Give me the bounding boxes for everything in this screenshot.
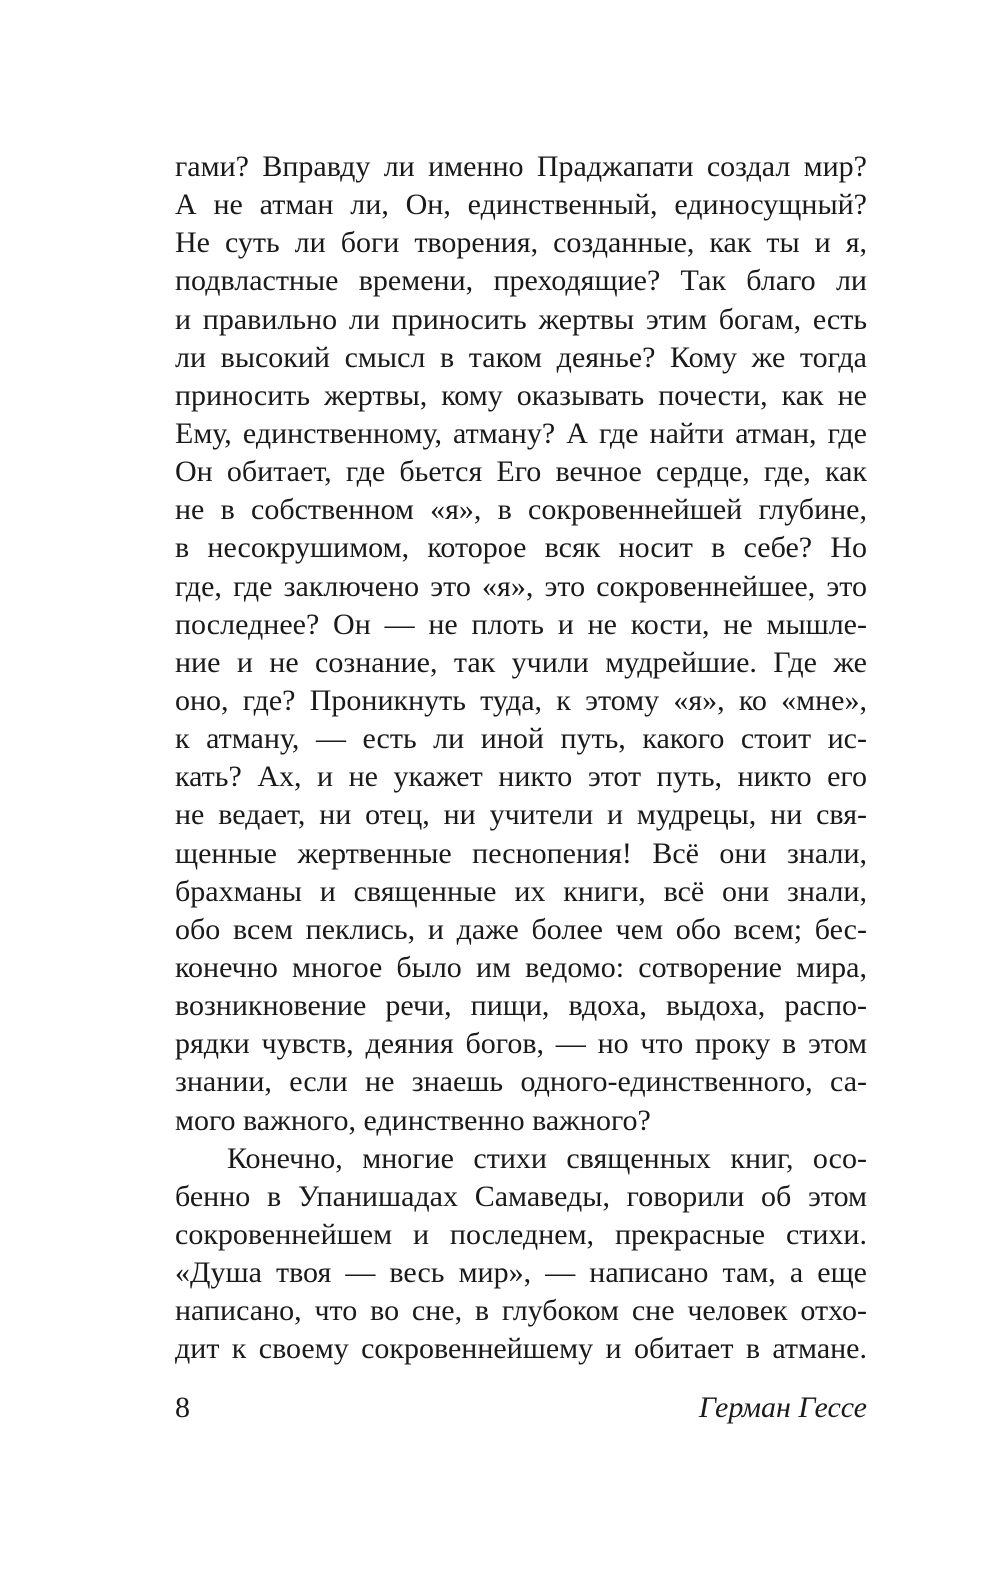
text-line: рядки чувств, деяния богов, — но что проку в этом	[175, 1027, 867, 1061]
text-line: приносить жертвы, кому оказывать почести, как не	[175, 378, 867, 412]
text-line: к атману, — есть ли иной путь, какого стоит ис-	[175, 722, 867, 756]
text-line: знании, если не знаешь одного-единственного, са-	[175, 1065, 867, 1099]
paragraph-2	[175, 1140, 867, 1369]
text-line: А не атман ли, Он, единственный, единосущный?	[175, 188, 867, 222]
text-line: оно, где? Проникнуть туда, к этому «я», ко «мне»,	[175, 683, 867, 717]
text-line: кать? Ах, и не укажет никто этот путь, никто его	[175, 760, 867, 794]
paragraph-1	[175, 148, 867, 1140]
text-line: бенно в Упанишадах Самаведы, говорили об этом	[175, 1179, 867, 1213]
text-line: не ведает, ни отец, ни учители и мудрецы, ни свя-	[175, 798, 867, 832]
text-line: в несокрушимом, которое всяк носит в себе? Но	[175, 531, 867, 565]
text-line: Конечно, многие стихи священных книг, осо-	[227, 1141, 867, 1175]
page-footer	[175, 1388, 867, 1428]
running-header-author: Герман Гессе	[698, 1391, 867, 1424]
text-line: брахманы и священные их книги, всё они знали,	[175, 874, 867, 908]
text-line: последнее? Он — не плоть и не кости, не мышле-	[175, 607, 867, 641]
text-line: Он обитает, где бьется Его вечное сердце, где, как	[175, 455, 867, 489]
text-line: возникновение речи, пищи, вдоха, выдоха, распо-	[175, 989, 867, 1023]
text-line: Не суть ли боги творения, созданные, как ты и я,	[175, 226, 867, 260]
text-line: мого важного, единственно важного?	[175, 1103, 651, 1137]
text-line: щенные жертвенные песнопения! Всё они знали,	[175, 836, 867, 870]
text-line: «Душа твоя — весь мир», — написано там, а еще	[175, 1256, 867, 1290]
text-line: ли высокий смысл в таком деянье? Кому же тогда	[175, 340, 867, 374]
body-text	[175, 148, 867, 1369]
text-line: подвластные времени, преходящие? Так благо ли	[175, 264, 867, 298]
text-line: гами? Вправду ли именно Праджапати создал мир?	[175, 150, 867, 183]
text-line: сокровеннейшем и последнем, прекрасные стихи.	[175, 1217, 867, 1251]
text-line: не в собственном «я», в сокровеннейшей глубине,	[175, 493, 867, 527]
page-number: 8	[175, 1391, 190, 1424]
text-line: написано, что во сне, в глубоком сне человек отхо-	[175, 1294, 867, 1328]
text-line: дит к своему сокровеннейшему и обитает в атмане.	[175, 1332, 867, 1366]
text-line: Ему, единственному, атману? А где найти атман, где	[175, 416, 867, 450]
text-line: обо всем пеклись, и даже более чем обо всем; бес-	[175, 912, 867, 946]
text-line: ние и не сознание, так учили мудрейшие. Где же	[175, 645, 867, 679]
text-line: конечно многое было им ведомо: сотворение мира,	[175, 950, 867, 984]
text-line: и правильно ли приносить жертвы этим богам, есть	[175, 302, 867, 336]
text-line: где, где заключено это «я», это сокровеннейшее, это	[175, 569, 867, 603]
